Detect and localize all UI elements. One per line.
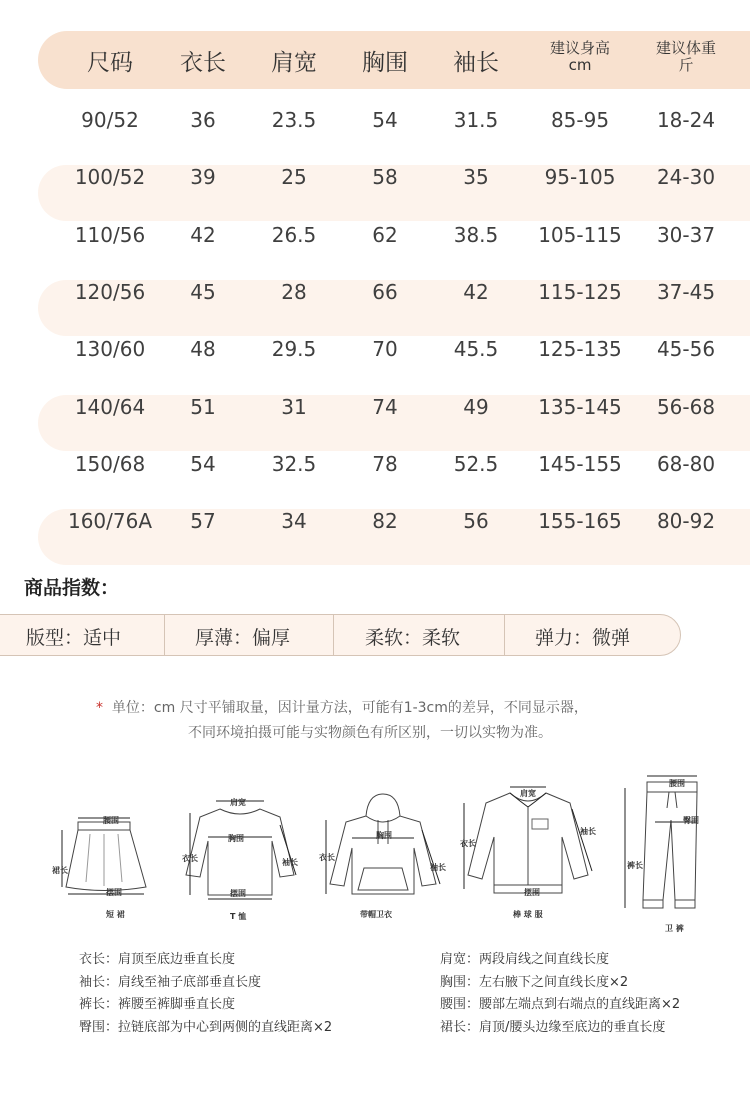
tshirt-length-label: 衣长 [182, 854, 198, 863]
product-index-title: 商品指数： [24, 577, 120, 599]
table-cell-height: 85-95 [550, 108, 610, 132]
index-divider [504, 615, 505, 655]
table-cell-length: 42 [190, 222, 216, 247]
table-cell-length: 39 [190, 165, 216, 190]
table-cell-length: 54 [190, 451, 216, 476]
header-weight [656, 40, 716, 74]
table-cell-height: 125-135 [538, 337, 622, 362]
table-cell-shoulder: 26.5 [271, 222, 317, 247]
table-cell-chest: 66 [372, 279, 398, 304]
table-cell-size: 160/76A [67, 509, 153, 534]
header-sleeve: 袖长 [453, 50, 499, 76]
table-cell-height: 135-145 [538, 394, 622, 419]
table-cell-weight: 30-37 [656, 222, 716, 247]
table-cell-weight: 24-30 [656, 165, 716, 190]
index-elasticity: 弹力：微弹 [535, 627, 631, 649]
header-height-label: 建议身高 [549, 39, 611, 57]
table-cell-weight: 68-80 [656, 451, 716, 476]
table-cell-size: 120/56 [74, 279, 146, 304]
hoodie-chest-label: 胸围 [376, 831, 392, 840]
header-shoulder: 肩宽 [271, 50, 317, 76]
table-cell-sleeve: 49 [463, 394, 489, 419]
table-cell-chest: 62 [372, 222, 398, 247]
definition-item: 裤长：裤腰至裤脚垂直长度 [79, 997, 236, 1013]
definition-item: 腰围：腰部左端点到右端点的直线距离×2 [440, 997, 681, 1013]
tshirt-name-label: T 恤 [230, 912, 247, 921]
skirt-hem-label: 摆围 [106, 888, 122, 897]
skirt-length-label: 裙长 [52, 866, 68, 875]
table-cell-length: 51 [190, 394, 216, 419]
jacket-hem-label: 摆围 [524, 888, 540, 897]
definition-item: 衣长：肩顶至底边垂直长度 [79, 952, 236, 967]
table-cell-height: 115-125 [538, 279, 622, 304]
table-cell-height: 95-105 [544, 165, 616, 190]
pants-length-label: 裤长 [627, 861, 643, 870]
hoodie-sleeve-label: 袖长 [430, 863, 446, 872]
table-cell-sleeve: 31.5 [453, 108, 499, 132]
index-fit: 版型：适中 [26, 627, 122, 649]
table-cell-shoulder: 23.5 [271, 108, 317, 132]
pants-diagram [615, 772, 710, 922]
table-cell-sleeve: 35 [463, 165, 489, 190]
table-cell-size: 100/52 [74, 165, 146, 190]
table-cell-chest: 54 [372, 108, 398, 132]
tshirt-hem-label: 摆围 [230, 889, 246, 898]
jacket-length-label: 衣长 [460, 839, 476, 848]
hoodie-length-label: 衣长 [319, 853, 335, 862]
header-height-unit: cm [568, 56, 592, 74]
header-height [550, 40, 610, 74]
table-cell-size: 150/68 [74, 451, 146, 476]
tshirt-sleeve-label: 袖长 [282, 858, 298, 867]
table-cell-chest: 58 [372, 165, 398, 190]
table-cell-shoulder: 25 [281, 165, 307, 190]
jacket-name-label: 棒 球 服 [513, 910, 543, 919]
asterisk-mark: * [96, 700, 103, 716]
table-cell-shoulder: 28 [281, 279, 307, 304]
table-cell-sleeve: 52.5 [453, 451, 499, 476]
jacket-shoulder-label: 肩宽 [520, 789, 536, 798]
definitions-right [440, 949, 680, 1040]
hoodie-diagram [318, 790, 448, 905]
pants-hip-label: 臀围 [683, 816, 699, 825]
table-cell-length: 57 [190, 509, 216, 534]
table-cell-size: 110/56 [74, 222, 146, 247]
table-cell-shoulder: 32.5 [271, 451, 317, 476]
table-cell-sleeve: 45.5 [453, 337, 499, 362]
tshirt-shoulder-label: 肩宽 [230, 798, 246, 807]
unit-note-line-1 [96, 697, 588, 717]
unit-note-text-1: 单位：cm 尺寸平铺取量，因计量方法，可能有1-3cm的差异，不同显示器， [111, 700, 588, 716]
pants-name-label: 卫 裤 [665, 924, 684, 933]
table-cell-size: 90/52 [81, 108, 139, 132]
pants-waist-label: 腰围 [669, 779, 685, 788]
table-cell-length: 36 [190, 108, 216, 132]
table-cell-sleeve: 42 [463, 279, 489, 304]
table-cell-chest: 74 [372, 394, 398, 419]
index-softness: 柔软：柔软 [365, 627, 461, 649]
table-cell-weight: 56-68 [656, 394, 716, 419]
table-cell-shoulder: 31 [281, 394, 307, 419]
table-cell-shoulder: 29.5 [271, 337, 317, 362]
table-cell-weight: 45-56 [656, 337, 716, 362]
table-cell-height: 155-165 [538, 509, 622, 534]
definition-item: 袖长：肩线至袖子底部垂直长度 [79, 974, 262, 990]
definition-item: 裙长：肩顶/腰头边缘至底边的垂直长度 [440, 1020, 666, 1036]
table-cell-weight: 18-24 [656, 108, 716, 132]
table-cell-length: 45 [190, 279, 216, 304]
definition-item: 胸围：左右腋下之间直线长度×2 [440, 974, 629, 990]
definition-item: 肩宽：两段肩线之间直线长度 [440, 952, 610, 967]
header-weight-unit: 斤 [678, 56, 694, 74]
index-divider [333, 615, 334, 655]
hoodie-name-label: 带帽卫衣 [360, 910, 392, 919]
header-chest: 胸围 [362, 50, 408, 76]
skirt-name-label: 短 裙 [106, 910, 125, 919]
table-cell-weight: 37-45 [656, 279, 716, 304]
skirt-waist-label: 腰围 [103, 816, 119, 825]
table-cell-length: 48 [190, 337, 216, 362]
definitions-left [79, 949, 332, 1040]
table-cell-chest: 78 [372, 451, 398, 476]
table-cell-chest: 70 [372, 337, 398, 362]
table-cell-sleeve: 56 [463, 509, 489, 534]
table-cell-sleeve: 38.5 [453, 222, 499, 247]
header-size: 尺码 [87, 50, 133, 76]
table-cell-height: 105-115 [538, 222, 622, 247]
table-cell-weight: 80-92 [656, 509, 716, 534]
index-divider [164, 615, 165, 655]
header-length: 衣长 [180, 50, 226, 76]
tshirt-chest-label: 胸围 [228, 834, 244, 843]
unit-note-line-2: 不同环境拍摄可能与实物颜色有所区别，一切以实物为准。 [188, 725, 552, 741]
table-cell-size: 130/60 [74, 337, 146, 362]
table-cell-shoulder: 34 [281, 509, 307, 534]
table-cell-size: 140/64 [74, 394, 146, 419]
jacket-sleeve-label: 袖长 [580, 827, 596, 836]
table-cell-chest: 82 [372, 509, 398, 534]
index-thickness: 厚薄：偏厚 [195, 627, 291, 649]
header-weight-label: 建议体重 [655, 39, 717, 57]
definition-item: 臀围：拉链底部为中心到两侧的直线距离×2 [79, 1020, 333, 1036]
table-cell-height: 145-155 [538, 451, 622, 476]
